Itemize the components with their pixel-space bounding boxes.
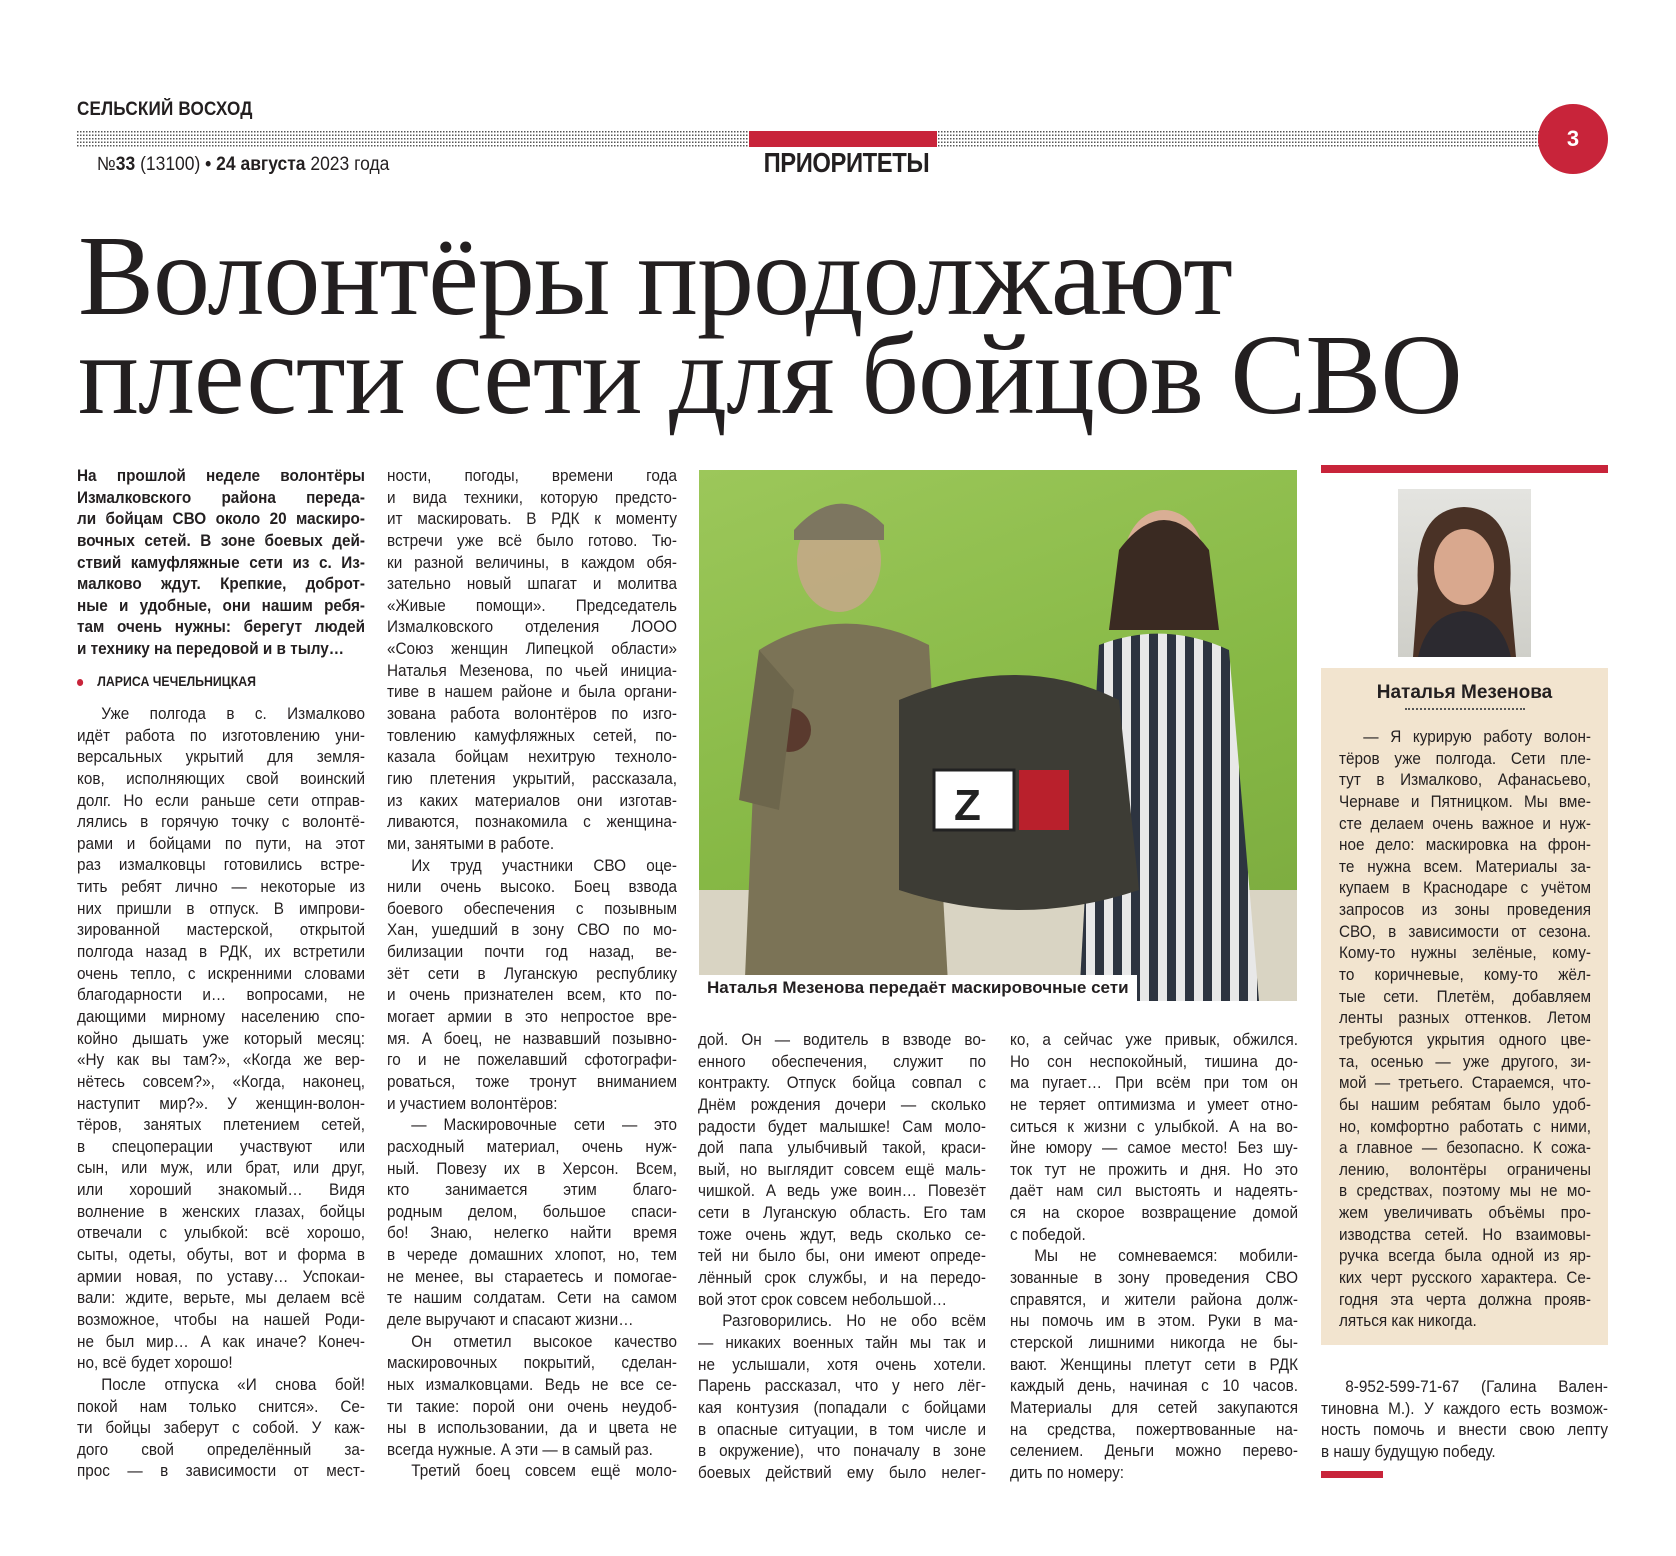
text-line: тей ни было бы, они имеют опреде- (698, 1246, 986, 1266)
photo-caption: Наталья Мезенова передаёт маскировочные сети (699, 975, 1137, 1001)
text-line: мя. А боец, не назвавший позывно- (387, 1028, 677, 1048)
text-line: — никаких военных тайн мы так и (698, 1332, 986, 1352)
text-line: Разговорились. Но не обо всём (722, 1311, 986, 1331)
text-line: вочных сетей. В зоне боевых дей- (77, 530, 365, 550)
text-line: ся на скорое возвращение домой (1010, 1203, 1298, 1223)
text-line: лённый срок службы, и на передо- (698, 1268, 986, 1288)
text-line: бо! Знаю, нелегко найти время (387, 1223, 677, 1243)
text-line: в нашу будущую победу. (1321, 1441, 1496, 1461)
text-line: «Живые помощи». Председатель (387, 595, 677, 615)
text-line: дой папа улыбчивый такой, краси- (698, 1138, 986, 1158)
text-line: в окружение), что поначалу в зоне (698, 1441, 986, 1461)
text-line: и вида техники, которую предсто- (387, 487, 677, 507)
text-line: волнение в женских глазах, бойцы (77, 1201, 365, 1221)
text-line: ти такие: порой они очень неудоб- (387, 1396, 677, 1416)
text-line: тут в Измалково, Афанасьево, (1339, 770, 1591, 790)
article-end-mark (1321, 1471, 1383, 1478)
text-line: но, всё будет хорошо! (77, 1353, 233, 1373)
text-line: «Ну как вы там?», «Когда же вер- (77, 1050, 365, 1070)
text-line: ляться как никогда. (1339, 1311, 1477, 1331)
text-line: годня эта черта должна прояв- (1339, 1289, 1591, 1309)
text-line: Чернаве и Пятницком. Мы вме- (1339, 791, 1591, 811)
text-line: там очень нужны: берегут людей (77, 617, 365, 637)
text-line: справятся, и жители района долж- (1010, 1289, 1298, 1309)
text-line: стерской лишними никогда не бы- (1010, 1332, 1298, 1352)
text-line: Измалковского района переда- (77, 487, 365, 507)
issue-date-day: 24 августа (216, 154, 306, 175)
issue-total: (13100) (140, 154, 201, 175)
text-line: ти бойцы заберут с собой. У каж- (77, 1418, 365, 1438)
text-line: ленты разных оттенков. Летом (1339, 1008, 1591, 1028)
text-line: Кому-то нужны зелёные, кому- (1339, 943, 1591, 963)
issue-date-year: 2023 года (310, 154, 390, 175)
sidebar-red-rule (1321, 465, 1608, 473)
text-line: ит маскировать. В РДК к моменту (387, 509, 677, 529)
text-line: мой — третьего. Стараемся, что- (1339, 1073, 1591, 1093)
article-photo (699, 470, 1297, 1001)
text-line: Хан, ушедший в зону СВО по мо- (387, 920, 677, 940)
text-line: та, осенью — уже другого, зи- (1339, 1051, 1591, 1071)
section-rubric (749, 147, 937, 179)
headline-line-1: Волонтёры продолжают (78, 212, 1232, 339)
text-line: запросов из зоны проведения (1339, 900, 1591, 920)
text-line: нётесь совсем?», «Когда, наконец, (77, 1071, 365, 1091)
text-line: и очень признателен всем, кто по- (387, 985, 677, 1005)
text-line: кая контузия (попадали с бойцами (698, 1397, 986, 1417)
text-line: го и не пожелавший сфотографи- (387, 1050, 677, 1070)
text-line: ны в использовании, да и цвета не (387, 1418, 677, 1438)
text-line: «Союз женщин Липецкой области» (387, 639, 677, 659)
text-line: Наталья Мезенова, по чьей инициа- (387, 660, 677, 680)
text-line: Третий боец совсем ещё моло- (411, 1461, 677, 1481)
bullet-dot-icon (77, 679, 83, 686)
text-line: ствий камуфляжные сети из с. Из- (77, 552, 365, 572)
text-line: зована работа волонтёров по изго- (387, 704, 677, 724)
text-line: Он отметил высокое качество (411, 1331, 677, 1351)
text-line: маскировочных покрытий, сделан- (387, 1353, 677, 1373)
text-line: ручка всегда была одной из яр- (1339, 1246, 1591, 1266)
text-line: ливаются, познакомила с женщина- (387, 812, 677, 832)
text-line: ные и удобные, они нашим ребя- (77, 595, 365, 615)
author-byline (77, 673, 256, 689)
text-line: нили очень высоко. Боец взвода (387, 877, 677, 897)
text-line: лению, волонтёры ограничены (1339, 1159, 1591, 1179)
rubric-label: ПРИОРИТЕТЫ (763, 147, 930, 178)
text-line: покой нам только снится». Се- (77, 1396, 365, 1416)
text-line: — Я курирую работу волон- (1363, 727, 1591, 746)
text-line: Парень рассказал, что у него лёг- (698, 1376, 986, 1396)
text-line: возможное, чтобы на нашей Роди- (77, 1309, 365, 1329)
text-line: зёт сети в Луганскую республику (387, 963, 677, 983)
sidebar-quote (1339, 726, 1591, 1332)
article-column-3 (698, 1029, 986, 1483)
text-line: с победой. (1010, 1224, 1086, 1244)
text-line: тиве в нашем районе и была органи- (387, 682, 677, 702)
text-line: енного обеспечения, служит по (698, 1051, 986, 1071)
rubric-red-bar (749, 131, 937, 147)
text-line: в опасные ситуации, в том числе и (698, 1419, 986, 1439)
text-line: всегда нужные. А эти — в самый раз. (387, 1439, 653, 1459)
text-line: ков, исполняющих свой воинский (77, 768, 365, 788)
text-line: ми, занятыми в работе. (387, 833, 555, 853)
text-line: жем увеличивать объёмы про- (1339, 1203, 1591, 1223)
article-lead (77, 465, 365, 660)
text-line: расходный материал, очень нуж- (387, 1136, 677, 1156)
text-line: Но сон неспокойный, тишина до- (1010, 1051, 1298, 1071)
issue-number: 33 (115, 154, 136, 175)
text-line: из каких материалов они изготав- (387, 790, 677, 810)
article-column-4 (1010, 1029, 1298, 1483)
text-line: тёров уже полгода. Сети пле- (1339, 748, 1591, 768)
text-line: но, комфортно работать с ними, (1339, 1116, 1591, 1136)
text-line: версальных укрытий для земля- (77, 747, 365, 767)
article-column-1 (77, 703, 365, 1482)
text-line: и технику на передовой и в тылу… (77, 639, 345, 659)
text-line: ма пугает… При всём при том он (1010, 1073, 1298, 1093)
text-line: на средства, пожертвованные на- (1010, 1419, 1298, 1439)
text-line: дой. Он — водитель в взводе во- (698, 1030, 986, 1049)
text-line: йне юмору — самое место! Без шу- (1010, 1138, 1298, 1158)
text-line: тить ребят лично — некоторые из (77, 877, 365, 897)
article-headline (78, 212, 1462, 438)
text-line: Уже полгода в с. Измалково (101, 704, 366, 723)
text-line: родным делом, большое спаси- (387, 1201, 677, 1221)
text-line: отвечали с улыбкой: всё хорошо, (77, 1223, 365, 1243)
text-line: не менее, вы стараетесь и помогае- (387, 1266, 677, 1286)
text-line: тоже очень ждут, ведь сколько се- (698, 1224, 986, 1244)
text-line: те нашим солдатам. Сети на самом (387, 1288, 677, 1308)
text-line: зированной мастерской, открытой (77, 920, 365, 940)
text-line: тиновна М.). У каждого есть возмож- (1321, 1398, 1608, 1418)
text-line: могает армии в это непростое вре- (387, 1007, 677, 1027)
text-line: кто занимается этим благо- (387, 1180, 677, 1200)
text-line: сети в Луганскую область. Его там (698, 1203, 986, 1223)
text-line: или хороший знакомый… Видя (77, 1180, 365, 1200)
page-number-badge (1538, 104, 1608, 174)
issue-info (97, 154, 389, 176)
text-line: в средствах, поэтому мы не мо- (1339, 1181, 1591, 1201)
text-line: Их труд участники СВО оце- (411, 855, 677, 875)
text-line: изводства сетей. Но взаимовы- (1339, 1224, 1591, 1244)
text-line: ность помочь и внести свою лепту (1321, 1420, 1608, 1440)
text-line: ности, погоды, времени года (387, 466, 677, 485)
text-line: сын, или муж, или брат, или друг, (77, 1158, 365, 1178)
text-line: не теряет оптимизма и умеет отно- (1010, 1094, 1298, 1114)
text-line: требуются укрытия одного цве- (1339, 1029, 1591, 1049)
text-line: дить по номеру: (1010, 1462, 1124, 1482)
text-line: вали: ждите, верьте, мы делаем всё (77, 1288, 365, 1308)
text-line: вой этот срок совсем небольшой… (698, 1289, 948, 1309)
text-line: ных измалковцами. Ведь не все се- (387, 1374, 677, 1394)
text-line: благодарности и… вопросами, не (77, 985, 365, 1005)
text-line: в спецоперации участвуют или (77, 1136, 365, 1156)
text-line: то коричневые, кому-то жёл- (1339, 965, 1591, 985)
text-line: сыты, одеты, обуты, вот и форма в (77, 1245, 365, 1265)
text-line: тёров, занятых плетением сетей, (77, 1115, 365, 1135)
text-line: На прошлой неделе волонтёры (77, 466, 365, 485)
text-line: После отпуска «И снова бой! (101, 1374, 366, 1394)
text-line: лялись в горячую точку с волонтё- (77, 812, 365, 832)
text-line: Измалковского отделения ЛООО (387, 617, 677, 637)
text-line: Материалы для сетей закупаются (1010, 1397, 1298, 1417)
text-line: радости будет малышке! Сам моло- (698, 1116, 986, 1136)
text-line: ный. Повезу их в Херсон. Всем, (387, 1158, 677, 1178)
text-line: каждый день, начиная с 10 часов. (1010, 1376, 1298, 1396)
text-line: бы нашим ребятам было удоб- (1339, 1094, 1591, 1114)
text-line: идёт работа по изготовлению уни- (77, 725, 365, 745)
text-line: казала бойцам нехитрую техноло- (387, 747, 677, 767)
text-line: роваться, тоже тронут вниманием (387, 1071, 677, 1091)
text-line: и участием волонтёров: (387, 1093, 558, 1113)
text-line: гию плетения укрытий, рассказала, (387, 768, 677, 788)
text-line: селением. Деньги можно перево- (1010, 1441, 1298, 1461)
text-line: сте делаем очень важное и нуж- (1339, 813, 1591, 833)
portrait-image (1398, 489, 1531, 657)
text-line: 8-952-599-71-67 (Галина Вален- (1345, 1377, 1608, 1396)
photo-scene-image (699, 470, 1297, 1001)
name-divider (1405, 708, 1525, 710)
text-line: ко, а сейчас уже привык, обжился. (1010, 1030, 1298, 1049)
text-line: ки разной величины, в каждом обя- (387, 552, 677, 572)
text-line: контракту. Отпуск бойца совпал с (698, 1073, 986, 1093)
text-line: прос — в зависимости от мест- (77, 1461, 365, 1481)
text-line: раз измалковцы готовились встре- (77, 855, 365, 875)
text-line: Мы не сомневаемся: мобили- (1034, 1246, 1298, 1266)
page-number: 3 (1566, 126, 1580, 151)
text-line: товлению камуфляжных сетей, по- (387, 725, 677, 745)
donation-phone-paragraph (1321, 1376, 1608, 1463)
text-line: ное дело: маскировка на фрон- (1339, 835, 1591, 855)
text-line: дого свой определённый за- (77, 1439, 365, 1459)
headline-line-2: плести сети для бойцов СВО (78, 311, 1462, 438)
newspaper-name: СЕЛЬСКИЙ ВОСХОД (77, 99, 253, 120)
bullet: • (205, 154, 212, 175)
text-line: ны помочь им в этом. Руки в ма- (1010, 1311, 1298, 1331)
text-line: СВО, в зависимости от сезона. (1339, 921, 1591, 941)
text-line: билизации почти год назад, ве- (387, 942, 677, 962)
text-line: ток тут не прожить и дня. Но это (1010, 1159, 1298, 1179)
text-line: купаем в Краснодаре с учётом (1339, 878, 1591, 898)
text-line: чишкой. А ведь уже воин… Повезёт (698, 1181, 986, 1201)
text-line: зательно новый шпагат и молитва (387, 574, 677, 594)
text-line: полгода назад в РДК, их встретили (77, 942, 365, 962)
text-line: боевых действий ему было нелег- (698, 1462, 986, 1482)
text-line: ли бойцам СВО около 20 маскиро- (77, 509, 365, 529)
text-line: боевого обеспечения с позывным (387, 898, 677, 918)
quote-author-name: Наталья Мезенова (1376, 682, 1553, 703)
text-line: тые сети. Плетём, добавляем (1339, 986, 1591, 1006)
text-line: армии новая, по уставу… Успокаи- (77, 1266, 365, 1286)
text-line: даёт нам сил выстоять и надеять- (1010, 1181, 1298, 1201)
text-line: вают. Женщины плетут сети в РДК (1010, 1354, 1298, 1374)
text-line: ких черт русского характера. Се- (1339, 1268, 1591, 1288)
issue-number-sign: № (97, 154, 116, 175)
text-line: наступит мир?». У женщин-волон- (77, 1093, 365, 1113)
text-line: вый, но выглядит совсем ещё маль- (698, 1159, 986, 1179)
text-line: а главное — безопасно. К сожа- (1339, 1138, 1591, 1158)
text-line: них пришли в отпуск. В импрови- (77, 898, 365, 918)
text-line: рами и бойцами по пути, на этот (77, 833, 365, 853)
svg-text:Z: Z (954, 781, 981, 830)
text-line: Днём рождения дочери — сколько (698, 1094, 986, 1114)
text-line: малково ждут. Крепкие, доброт- (77, 574, 365, 594)
text-line: — Маскировочные сети — это (411, 1115, 677, 1135)
article-column-2 (387, 465, 677, 1482)
text-line: те нужна всем. Материалы за- (1339, 856, 1591, 876)
text-line: деле выручают и спасают жизни… (387, 1309, 634, 1329)
text-line: зованные в зону проведения СВО (1010, 1268, 1298, 1288)
author-name: ЛАРИСА ЧЕЧЕЛЬНИЦКАЯ (97, 673, 257, 689)
text-line: койно дышать уже который месяц: (77, 1028, 365, 1048)
text-line: долг. Но если раньше сети отправ- (77, 790, 365, 810)
text-line: в череде домашних хлопот, но, тем (387, 1245, 677, 1265)
text-line: встречи уже всё было готово. Тю- (387, 530, 677, 550)
text-line: очень тепло, с искренними словами (77, 963, 365, 983)
text-line: не был мир… А как иначе? Конеч- (77, 1331, 365, 1351)
portrait-photo (1398, 489, 1531, 657)
text-line: не услышали, хотя очень хотели. (698, 1354, 986, 1374)
text-line: ситься к жизни с улыбкой. А на во- (1010, 1116, 1298, 1136)
text-line: дающими мирному населению спо- (77, 1006, 365, 1026)
